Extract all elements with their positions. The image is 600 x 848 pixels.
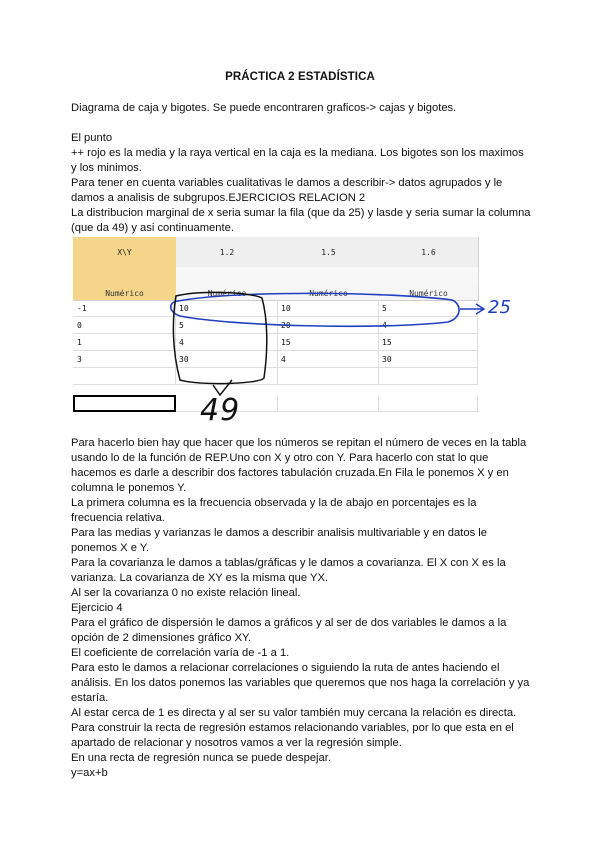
empty-cell[interactable] bbox=[379, 395, 478, 412]
type-label: Numérico bbox=[176, 287, 279, 301]
empty-cell[interactable] bbox=[278, 368, 379, 385]
table-cell[interactable]: 4 bbox=[176, 334, 278, 351]
empty-cell[interactable] bbox=[379, 368, 478, 385]
table-cell[interactable]: 5 bbox=[379, 300, 478, 317]
column-header-1-2[interactable]: 1.2 bbox=[176, 237, 279, 268]
header-spacer bbox=[278, 267, 380, 287]
notes-paragraph-1: El punto ++ rojo es la media y la raya vertical en la caja es la mediana. Los bigotes son los maximos y los minimos. Para tener en cuenta variables cualitativas le damos a describir-> datos agrupados y le damos a analisis de subgrupos.EJERCICIOS RELACION 2 La distribucion marginal de x seria sumar la fila (que da 25) y lasde y seria sumar la columna (que da 49) y asi continuamente. bbox=[71, 132, 531, 234]
table-cell[interactable]: 30 bbox=[379, 351, 478, 368]
empty-cell[interactable] bbox=[176, 368, 278, 385]
column-sum-handwritten: 49 bbox=[200, 393, 241, 428]
table-cell[interactable]: 15 bbox=[278, 334, 379, 351]
table-cell[interactable]: 1 bbox=[73, 334, 176, 351]
column-header-1-5[interactable]: 1.5 bbox=[278, 237, 380, 268]
table-cell[interactable]: 10 bbox=[176, 300, 278, 317]
intro-paragraph: Diagrama de caja y bigotes. Se puede encontraren graficos-> cajas y bigotes. bbox=[71, 102, 457, 114]
header-spacer bbox=[379, 267, 479, 287]
table-cell[interactable]: 4 bbox=[278, 351, 379, 368]
table-cell[interactable]: 10 bbox=[278, 300, 379, 317]
empty-cell[interactable] bbox=[278, 395, 379, 412]
selected-cell[interactable] bbox=[73, 395, 176, 412]
column-header-xy[interactable]: X\Y bbox=[73, 237, 177, 268]
table-cell[interactable]: -1 bbox=[73, 300, 176, 317]
table-cell[interactable]: 0 bbox=[73, 317, 176, 334]
type-label: Numérico bbox=[73, 287, 177, 301]
empty-cell[interactable] bbox=[73, 368, 176, 385]
row-sum-handwritten: 25 bbox=[488, 297, 511, 318]
type-label: Numérico bbox=[379, 287, 479, 301]
notes-paragraph-2: Para hacerlo bien hay que hacer que los números se repitan el número de veces en la tabla usando lo de la función de REP.Uno con X y otro con Y. Para hacerlo con stat lo que hacemos es darle a describir dos factores tabulación cruzada.En Fila le ponemos X y en columna le ponemos Y. La primera columna es la frecuencia observada y la de abajo en porcentajes es la frecuencia relativa. Para las medias y varianzas le damos a describir analisis multivariable y en datos le ponemos X e Y. Para la covarianza le damos a tablas/gráficas y le damos a covarianza. El X con X es la varianza. La covarianza de XY es la misma que YX. Al ser la covarianza 0 no existe relación lineal. Ejercicio 4 Para el gráfico de dispersión le damos a gráficos y al ser de dos variables le damos a la opción de 2 dimensiones gráfico XY. El coeficiente de correlación varía de -1 a 1. Para esto le damos a relacionar correlaciones o siguiendo la ruta de antes haciendo el análisis. En los datos ponemos las variables que queremos que nos haga la correlación y ya estaría. Al estar cerca de 1 es directa y al ser su valor también muy cercana la relación es directa. Para construir la recta de regresión estamos relacionando variables, por lo que esta en el apartado de relacionar y nosotros vamos a ver la regresión simple. En una recta de regresión nunca se puede despejar. y=ax+b bbox=[71, 437, 530, 779]
type-label: Numérico bbox=[278, 287, 380, 301]
page-title: PRÁCTICA 2 ESTADÍSTICA bbox=[225, 71, 375, 83]
table-cell[interactable]: 5 bbox=[176, 317, 278, 334]
table-cell[interactable]: 15 bbox=[379, 334, 478, 351]
header-spacer bbox=[73, 267, 177, 287]
header-spacer bbox=[176, 267, 279, 287]
table-cell[interactable]: 4 bbox=[379, 317, 478, 334]
table-cell[interactable]: 20 bbox=[278, 317, 379, 334]
spreadsheet-table bbox=[73, 237, 478, 423]
column-header-1-6[interactable]: 1.6 bbox=[379, 237, 479, 268]
table-cell[interactable]: 3 bbox=[73, 351, 176, 368]
table-cell[interactable]: 30 bbox=[176, 351, 278, 368]
